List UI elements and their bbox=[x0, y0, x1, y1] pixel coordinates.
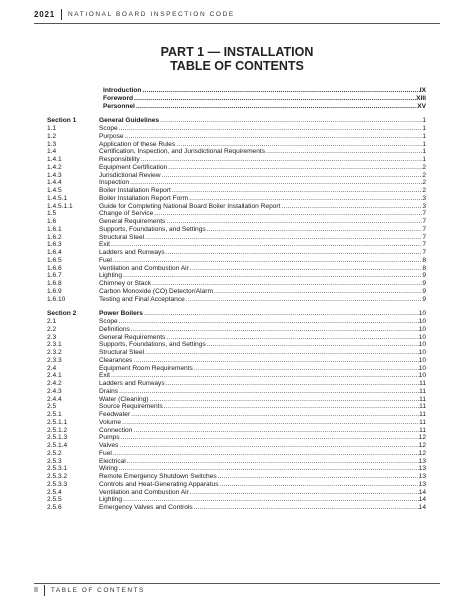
entry-title: Controls and Heat-Generating Apparatus bbox=[99, 480, 219, 488]
header-rule bbox=[34, 23, 440, 24]
entry-number: 1.6.6 bbox=[47, 264, 62, 272]
publication-title: NATIONAL BOARD INSPECTION CODE bbox=[68, 11, 235, 18]
toc-entry[interactable] bbox=[47, 133, 426, 141]
entry-number: 2.4.3 bbox=[47, 387, 62, 395]
toc-entry[interactable] bbox=[47, 148, 426, 156]
toc-entry[interactable] bbox=[47, 489, 426, 497]
entry-page: 1 bbox=[422, 117, 426, 125]
toc-entry[interactable] bbox=[47, 172, 426, 180]
entry-page: 10 bbox=[418, 356, 426, 364]
dot-leader bbox=[118, 465, 419, 473]
entry-title: Scope bbox=[99, 318, 118, 325]
entry-page: IX bbox=[419, 87, 426, 94]
section-1-list bbox=[47, 117, 426, 303]
entry-title: Definitions bbox=[99, 325, 130, 333]
dot-leader bbox=[193, 365, 419, 373]
entry-title: Boiler Installation Report Form bbox=[99, 194, 189, 202]
dot-leader bbox=[118, 388, 419, 396]
entry-title: Electrical bbox=[99, 457, 126, 465]
entry-title: Scope bbox=[99, 125, 118, 132]
toc-entry[interactable] bbox=[47, 296, 426, 304]
entry-page: 14 bbox=[418, 504, 426, 511]
dot-leader bbox=[188, 195, 422, 203]
entry-title: Inspection bbox=[99, 179, 130, 187]
toc-entry[interactable] bbox=[47, 427, 426, 435]
entry-number: 2.5.3.3 bbox=[47, 480, 68, 488]
entry-title: Change of Service bbox=[99, 210, 154, 218]
entry-page: 10 bbox=[418, 364, 426, 372]
entry-title: Feedwater bbox=[99, 411, 131, 418]
toc-entry[interactable] bbox=[47, 419, 426, 427]
entry-title: Application of these Rules bbox=[99, 140, 176, 148]
entry-page: 11 bbox=[419, 380, 426, 387]
entry-number: Section 2 bbox=[47, 310, 77, 318]
table-of-contents bbox=[47, 87, 426, 512]
entry-page: 3 bbox=[422, 202, 426, 210]
page-title-line2: TABLE OF CONTENTS bbox=[170, 59, 304, 73]
entry-number: 1.6.5 bbox=[47, 256, 62, 264]
dot-leader bbox=[118, 318, 419, 326]
entry-number: 2.4 bbox=[47, 364, 57, 372]
entry-number: 1.4.5.1 bbox=[47, 194, 68, 202]
toc-entry[interactable] bbox=[47, 210, 426, 218]
entry-page: 1 bbox=[422, 125, 426, 132]
entry-title: Lighting bbox=[99, 272, 123, 280]
toc-entry[interactable] bbox=[47, 388, 426, 396]
entry-title: Ventilation and Combustion Air bbox=[99, 488, 189, 496]
entry-title: Fuel bbox=[99, 449, 112, 457]
page-number: II bbox=[34, 585, 45, 596]
dot-leader bbox=[130, 411, 419, 419]
toc-entry[interactable] bbox=[47, 396, 426, 404]
toc-entry[interactable] bbox=[47, 496, 426, 504]
dot-leader bbox=[165, 249, 423, 257]
dot-leader bbox=[120, 434, 419, 442]
entry-title: Connection bbox=[99, 426, 133, 434]
dot-leader bbox=[165, 380, 420, 388]
toc-entry[interactable] bbox=[47, 318, 426, 326]
entry-title: General Requirements bbox=[99, 218, 166, 225]
page-title bbox=[0, 45, 474, 73]
dot-leader bbox=[135, 103, 417, 111]
entry-page: 11 bbox=[419, 387, 426, 395]
toc-entry[interactable] bbox=[47, 203, 426, 211]
entry-number: 2.4.2 bbox=[47, 380, 62, 387]
entry-title: Ladders and Runways bbox=[99, 249, 165, 256]
entry-title: Source Requirements bbox=[99, 403, 163, 411]
dot-leader bbox=[130, 326, 419, 334]
entry-page: 1 bbox=[422, 140, 426, 148]
entry-page: 2 bbox=[422, 187, 426, 194]
entry-page: 7 bbox=[422, 218, 426, 225]
dot-leader bbox=[132, 427, 419, 435]
entry-title: Supports, Foundations, and Settings bbox=[99, 341, 206, 349]
dot-leader bbox=[133, 95, 416, 103]
dot-leader bbox=[206, 226, 423, 234]
entry-number: 2.5.1 bbox=[47, 411, 62, 418]
entry-number: 2.4.4 bbox=[47, 395, 62, 403]
toc-entry[interactable] bbox=[47, 357, 426, 365]
entry-page: 10 bbox=[418, 372, 426, 380]
entry-title: General Guidelines bbox=[99, 117, 160, 125]
entry-number: 2.5.4 bbox=[47, 488, 62, 496]
entry-title: Supports, Foundations, and Settings bbox=[99, 225, 206, 233]
entry-number: 1.6 bbox=[47, 218, 57, 225]
dot-leader bbox=[265, 148, 422, 156]
toc-entry[interactable] bbox=[47, 372, 426, 380]
toc-entry[interactable] bbox=[47, 442, 426, 450]
dot-leader bbox=[112, 450, 419, 458]
entry-page: 2 bbox=[422, 171, 426, 179]
entry-page: 11 bbox=[419, 418, 426, 426]
dot-leader bbox=[129, 179, 422, 187]
section-2-list bbox=[47, 310, 426, 512]
toc-entry[interactable] bbox=[47, 226, 426, 234]
entry-page: 1 bbox=[422, 148, 426, 156]
dot-leader bbox=[213, 288, 422, 296]
entry-title: Structural Steel bbox=[99, 349, 145, 356]
entry-number: 2.5.1.4 bbox=[47, 442, 68, 449]
dot-leader bbox=[124, 133, 423, 141]
entry-title: Equipment Room Requirements bbox=[99, 364, 193, 372]
toc-entry[interactable] bbox=[47, 288, 426, 296]
entry-title: Ladders and Runways bbox=[99, 380, 165, 387]
entry-page: 9 bbox=[422, 272, 426, 280]
entry-title: Structural Steel bbox=[99, 233, 145, 241]
dot-leader bbox=[149, 396, 420, 404]
toc-front-entry[interactable] bbox=[47, 95, 426, 103]
front-matter-list bbox=[47, 87, 426, 110]
dot-leader bbox=[144, 234, 422, 242]
toc-entry[interactable] bbox=[47, 164, 426, 172]
toc-front-entry[interactable] bbox=[47, 87, 426, 95]
entry-page: 8 bbox=[422, 264, 426, 272]
entry-title: Fuel bbox=[99, 256, 112, 264]
toc-entry[interactable] bbox=[47, 272, 426, 280]
dot-leader bbox=[280, 203, 422, 211]
entry-number: 1.6.9 bbox=[47, 287, 62, 295]
entry-page: 10 bbox=[418, 333, 426, 341]
entry-page: 9 bbox=[422, 280, 426, 287]
toc-entry[interactable] bbox=[47, 403, 426, 411]
toc-entry[interactable] bbox=[47, 334, 426, 342]
entry-page: 1 bbox=[422, 132, 426, 140]
entry-title: Introduction bbox=[103, 87, 142, 94]
entry-number: 2.3.3 bbox=[47, 356, 62, 364]
dot-leader bbox=[122, 272, 422, 280]
entry-title: Wiring bbox=[99, 465, 118, 473]
entry-page: 7 bbox=[422, 210, 426, 218]
dot-leader bbox=[161, 172, 423, 180]
toc-entry[interactable] bbox=[47, 249, 426, 257]
entry-number: 1.4.5.1.1 bbox=[47, 202, 73, 210]
dot-leader bbox=[112, 257, 423, 265]
entry-number: 1.4.3 bbox=[47, 171, 62, 179]
entry-page: 11 bbox=[419, 403, 426, 411]
entry-number: 2.3 bbox=[47, 333, 57, 341]
dot-leader bbox=[189, 265, 423, 273]
dot-leader bbox=[118, 442, 418, 450]
entry-title: Drains bbox=[99, 387, 119, 395]
toc-section-heading[interactable] bbox=[47, 117, 426, 125]
entry-number: 2.5.1.3 bbox=[47, 434, 68, 442]
entry-title: Valves bbox=[99, 442, 119, 449]
entry-page: 7 bbox=[422, 249, 426, 256]
entry-number: 2.5.3.1 bbox=[47, 465, 68, 473]
entry-page: 12 bbox=[418, 442, 426, 449]
entry-number: 1.6.8 bbox=[47, 280, 62, 287]
toc-front-entry[interactable] bbox=[47, 103, 426, 111]
page-title-line1: PART 1 — INSTALLATION bbox=[160, 45, 314, 59]
toc-entry[interactable] bbox=[47, 125, 426, 133]
entry-number: 1.4.5 bbox=[47, 187, 62, 194]
toc-entry[interactable] bbox=[47, 218, 426, 226]
entry-page: 13 bbox=[418, 473, 426, 480]
running-footer bbox=[34, 585, 145, 596]
entry-title: Pumps bbox=[99, 434, 120, 442]
entry-number: 1.1 bbox=[47, 125, 57, 132]
entry-page: 2 bbox=[422, 163, 426, 171]
dot-leader bbox=[140, 156, 423, 164]
entry-page: 9 bbox=[422, 287, 426, 295]
toc-entry[interactable] bbox=[47, 365, 426, 373]
entry-page: XIII bbox=[416, 94, 426, 102]
toc-entry[interactable] bbox=[47, 380, 426, 388]
entry-page: 10 bbox=[418, 310, 426, 318]
entry-number: 1.4.2 bbox=[47, 163, 62, 171]
toc-entry[interactable] bbox=[47, 195, 426, 203]
dot-leader bbox=[122, 496, 419, 504]
entry-title: Boiler Installation Report bbox=[99, 187, 171, 194]
entry-page: 13 bbox=[418, 465, 426, 473]
dot-leader bbox=[141, 87, 419, 95]
toc-entry[interactable] bbox=[47, 481, 426, 489]
toc-entry[interactable] bbox=[47, 265, 426, 273]
entry-page: 10 bbox=[418, 341, 426, 349]
entry-page: 11 bbox=[419, 395, 426, 403]
entry-page: 11 bbox=[419, 411, 426, 418]
toc-section-heading[interactable] bbox=[47, 310, 426, 318]
dot-leader bbox=[110, 241, 422, 249]
entry-number: 2.5.5 bbox=[47, 496, 62, 504]
dot-leader bbox=[126, 458, 419, 466]
toc-entry[interactable] bbox=[47, 187, 426, 195]
entry-number: 2.3.2 bbox=[47, 349, 62, 356]
toc-entry[interactable] bbox=[47, 280, 426, 288]
dot-leader bbox=[167, 164, 422, 172]
toc-entry[interactable] bbox=[47, 450, 426, 458]
entry-number: 1.3 bbox=[47, 140, 57, 148]
dot-leader bbox=[110, 372, 419, 380]
entry-title: Remote Emergency Shutdown Switches bbox=[99, 473, 217, 480]
toc-entry[interactable] bbox=[47, 341, 426, 349]
entry-title: Testing and Final Acceptance bbox=[99, 295, 185, 303]
dot-leader bbox=[217, 473, 419, 481]
entry-page: 7 bbox=[422, 241, 426, 249]
entry-number: Section 1 bbox=[47, 117, 77, 125]
entry-title: Emergency Valves and Controls bbox=[99, 504, 193, 511]
toc-entry[interactable] bbox=[47, 473, 426, 481]
entry-page: 10 bbox=[418, 325, 426, 333]
entry-title: Lighting bbox=[99, 496, 123, 504]
entry-number: 1.2 bbox=[47, 132, 57, 140]
toc-entry[interactable] bbox=[47, 326, 426, 334]
running-header bbox=[34, 9, 235, 20]
entry-number: 2.1 bbox=[47, 318, 57, 325]
entry-number: 2.5.2 bbox=[47, 449, 62, 457]
entry-title: Foreword bbox=[103, 94, 134, 102]
entry-number: 1.6.4 bbox=[47, 249, 62, 256]
entry-title: Jurisdictional Review bbox=[99, 171, 161, 179]
toc-entry[interactable] bbox=[47, 156, 426, 164]
entry-title: Volume bbox=[99, 418, 121, 426]
entry-page: 9 bbox=[422, 295, 426, 303]
entry-page: 14 bbox=[418, 488, 426, 496]
entry-number: 1.5 bbox=[47, 210, 57, 218]
entry-number: 1.6.7 bbox=[47, 272, 62, 280]
entry-page: 12 bbox=[418, 449, 426, 457]
dot-leader bbox=[165, 334, 418, 342]
dot-leader bbox=[185, 296, 423, 304]
entry-page: XV bbox=[417, 102, 426, 110]
entry-number: 1.6.3 bbox=[47, 241, 62, 249]
toc-entry[interactable] bbox=[47, 458, 426, 466]
entry-page: 7 bbox=[422, 225, 426, 233]
entry-page: 14 bbox=[418, 496, 426, 504]
dot-leader bbox=[219, 481, 419, 489]
dot-leader bbox=[143, 310, 419, 318]
entry-number: 1.4 bbox=[47, 148, 57, 156]
entry-number: 2.2 bbox=[47, 325, 57, 333]
entry-title: Certification, Inspection, and Jurisdictional Requirements bbox=[99, 148, 266, 156]
entry-number: 2.5 bbox=[47, 403, 57, 411]
toc-entry[interactable] bbox=[47, 465, 426, 473]
entry-title: General Requirements bbox=[99, 333, 166, 341]
toc-entry[interactable] bbox=[47, 411, 426, 419]
toc-entry[interactable] bbox=[47, 349, 426, 357]
entry-number: 2.4.1 bbox=[47, 372, 62, 380]
entry-page: 13 bbox=[418, 480, 426, 488]
entry-page: 1 bbox=[422, 156, 426, 163]
entry-number: 1.6.1 bbox=[47, 225, 62, 233]
entry-number: 1.4.1 bbox=[47, 156, 62, 163]
toc-entry[interactable] bbox=[47, 241, 426, 249]
dot-leader bbox=[151, 280, 422, 288]
toc-entry[interactable] bbox=[47, 257, 426, 265]
dot-leader bbox=[189, 489, 419, 497]
entry-number: 1.6.2 bbox=[47, 233, 62, 241]
toc-entry[interactable] bbox=[47, 179, 426, 187]
entry-number: 2.5.3.2 bbox=[47, 473, 68, 480]
dot-leader bbox=[121, 419, 419, 427]
entry-title: Personnel bbox=[103, 102, 135, 110]
dot-leader bbox=[118, 125, 423, 133]
entry-title: Purpose bbox=[99, 132, 124, 140]
entry-page: 2 bbox=[422, 179, 426, 187]
entry-title: Exit bbox=[99, 372, 110, 380]
entry-page: 7 bbox=[422, 233, 426, 241]
entry-page: 13 bbox=[418, 457, 426, 465]
entry-number: 2.5.3 bbox=[47, 457, 62, 465]
dot-leader bbox=[171, 187, 422, 195]
entry-title: Exit bbox=[99, 241, 110, 249]
entry-title: Chimney or Stack bbox=[99, 280, 152, 287]
entry-title: Guide for Completing National Board Boiler Installation Report bbox=[99, 202, 281, 210]
dot-leader bbox=[165, 218, 422, 226]
entry-title: Carbon Monoxide (CO) Detector/Alarm bbox=[99, 287, 213, 295]
entry-title: Ventilation and Combustion Air bbox=[99, 264, 189, 272]
entry-page: 11 bbox=[419, 426, 426, 434]
entry-number: 1.6.10 bbox=[47, 295, 66, 303]
entry-title: Equipment Certification bbox=[99, 163, 168, 171]
entry-title: Clearances bbox=[99, 356, 133, 364]
dot-leader bbox=[206, 341, 419, 349]
entry-title: Power Boilers bbox=[99, 310, 143, 318]
footer-rule bbox=[34, 583, 440, 584]
entry-page: 3 bbox=[422, 194, 426, 202]
entry-number: 1.4.4 bbox=[47, 179, 62, 187]
edition-year: 2021 bbox=[34, 9, 62, 20]
toc-entry[interactable] bbox=[47, 234, 426, 242]
dot-leader bbox=[159, 117, 422, 125]
dot-leader bbox=[175, 141, 422, 149]
dot-leader bbox=[193, 504, 419, 512]
entry-page: 8 bbox=[422, 256, 426, 264]
toc-entry[interactable] bbox=[47, 504, 426, 512]
entry-number: 2.5.6 bbox=[47, 504, 62, 511]
footer-label: TABLE OF CONTENTS bbox=[50, 587, 145, 594]
entry-number: 2.3.1 bbox=[47, 341, 62, 349]
entry-number: 2.5.1.1 bbox=[47, 418, 68, 426]
entry-page: 10 bbox=[418, 349, 426, 356]
entry-title: Responsibility bbox=[99, 156, 140, 163]
toc-entry[interactable] bbox=[47, 434, 426, 442]
entry-page: 12 bbox=[418, 434, 426, 442]
dot-leader bbox=[132, 357, 418, 365]
dot-leader bbox=[163, 403, 419, 411]
entry-page: 10 bbox=[418, 318, 426, 325]
entry-title: Water (Cleaning) bbox=[99, 395, 149, 403]
dot-leader bbox=[144, 349, 419, 357]
toc-entry[interactable] bbox=[47, 141, 426, 149]
entry-number: 2.5.1.2 bbox=[47, 426, 68, 434]
dot-leader bbox=[153, 210, 422, 218]
